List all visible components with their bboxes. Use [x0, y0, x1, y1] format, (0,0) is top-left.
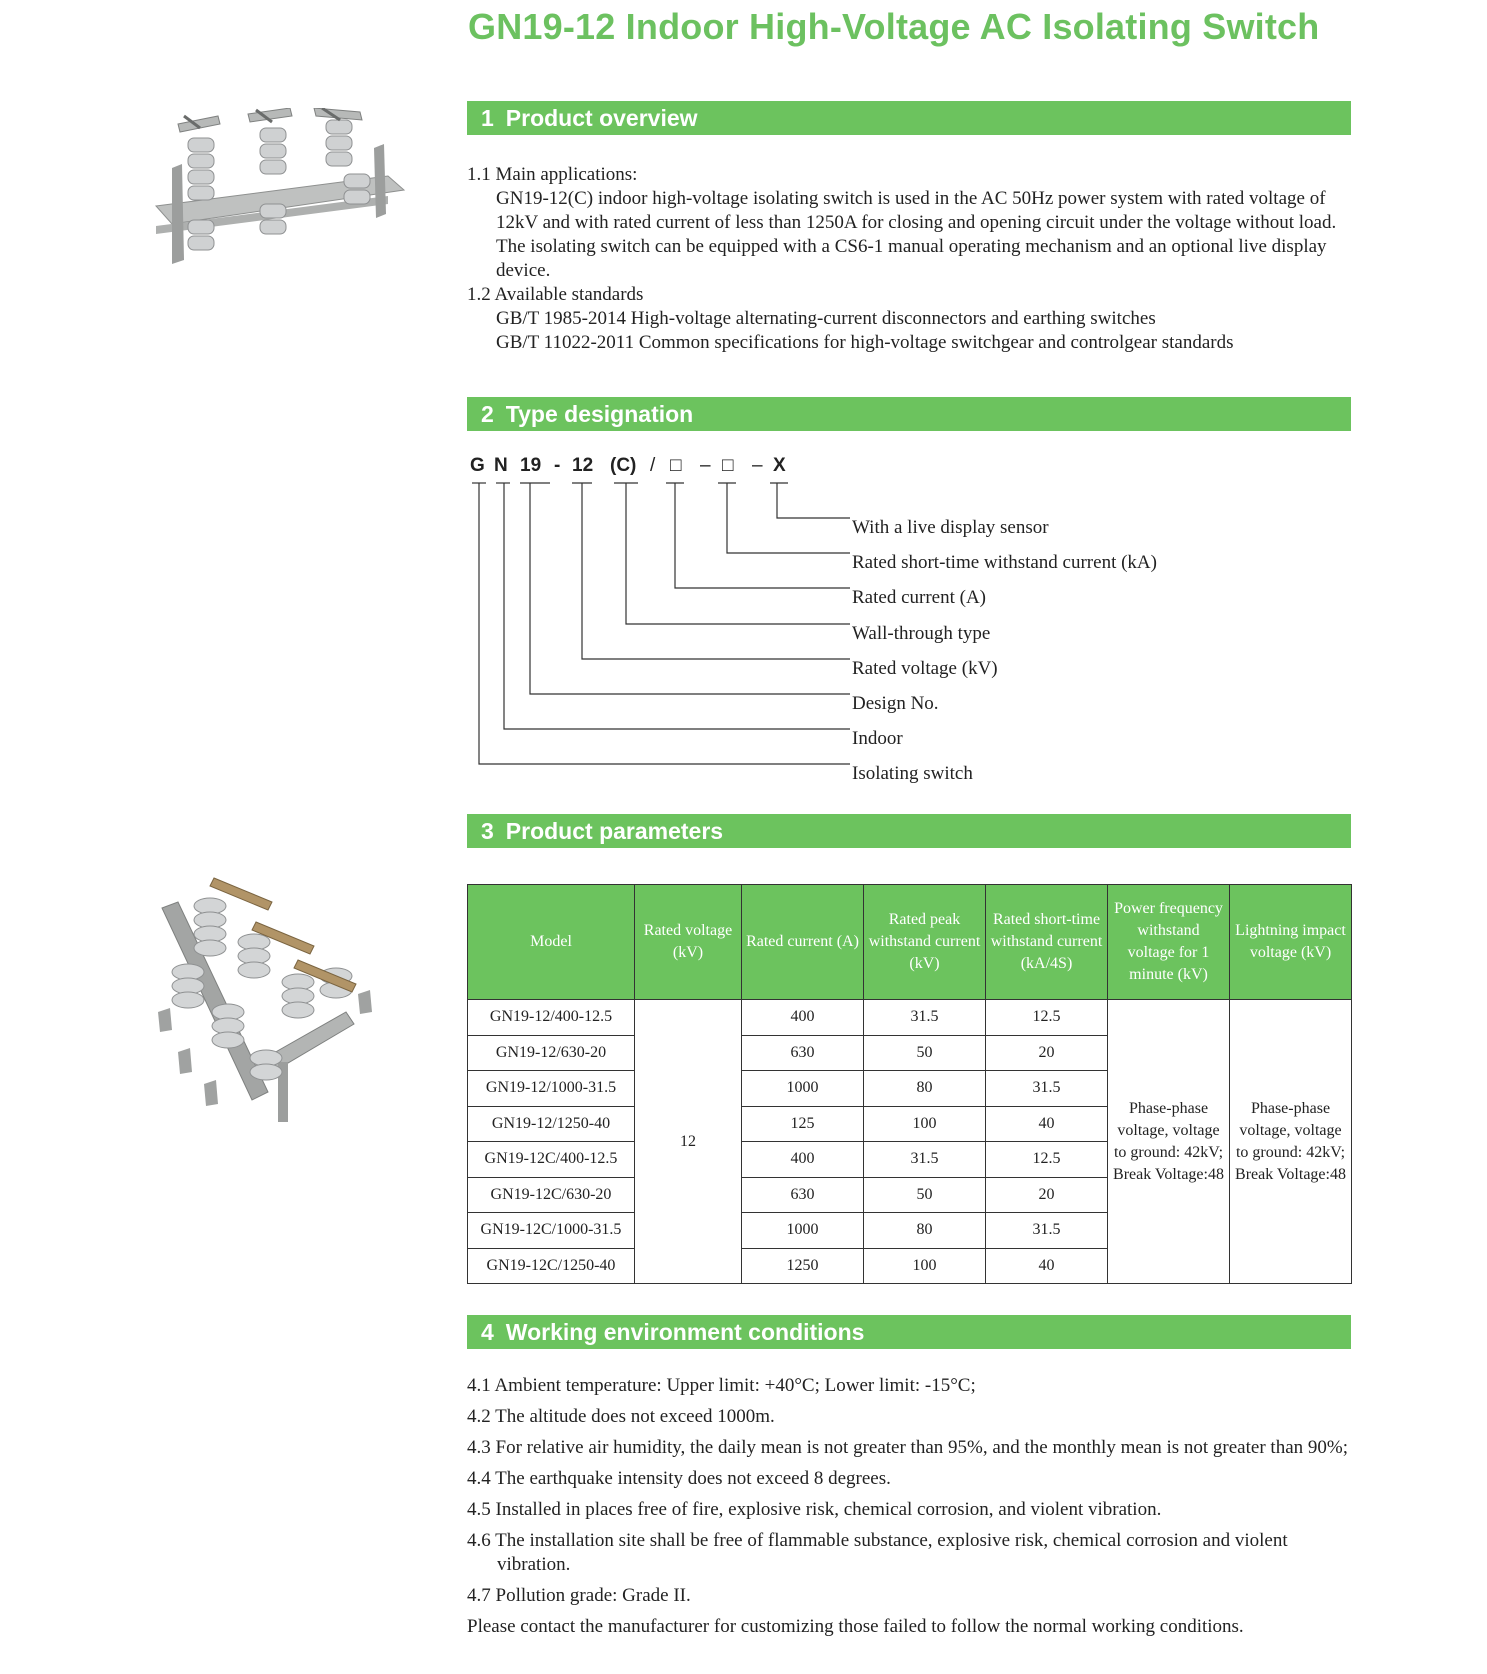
table-row: [468, 1000, 1352, 1036]
cell-current: 125: [742, 1106, 864, 1142]
list-item: 4.7 Pollution grade: Grade II.: [467, 1585, 691, 1606]
cell-current: 400: [742, 1142, 864, 1178]
overview-text: [467, 163, 1351, 355]
designation-label-isolating-switch: Isolating switch: [852, 763, 973, 784]
cell-peak: 80: [864, 1071, 986, 1107]
type-designation-diagram: [470, 454, 1190, 784]
cell-short-time: 12.5: [986, 1142, 1108, 1178]
cell-peak: 80: [864, 1213, 986, 1249]
cell-current: 1250: [742, 1248, 864, 1284]
customization-note: Please contact the manufacturer for customizing those failed to follow the normal working conditions.: [467, 1616, 1244, 1637]
cell-peak: 31.5: [864, 1000, 986, 1036]
subsection-title-applications: 1.1 Main applications:: [467, 164, 638, 185]
cell-current: 400: [742, 1000, 864, 1036]
cell-model: GN19-12C/400-12.5: [468, 1142, 635, 1178]
cell-model: GN19-12/630-20: [468, 1035, 635, 1071]
designation-label-design-no: Design No.: [852, 693, 939, 714]
section-header-environment: [467, 1315, 1351, 1349]
cell-model: GN19-12C/1250-40: [468, 1248, 635, 1284]
section-title: Working environment conditions: [505, 1319, 865, 1345]
cell-peak: 100: [864, 1248, 986, 1284]
environment-conditions-list: [467, 1374, 1351, 1639]
designation-leader-lines: [470, 454, 850, 784]
applications-paragraph: GN19-12(C) indoor high-voltage isolating switch is used in the AC 50Hz power system with rated voltage of 12kV and with rated current of less than 1250A for closing and opening circuit under the voltage without load. The isolating switch can be equipped with a CS6-1 manual operating mechanism and an optional live display device.: [496, 188, 1337, 281]
code-box-current: □: [670, 455, 682, 476]
cell-short-time: 40: [986, 1248, 1108, 1284]
code-n: N: [494, 455, 508, 476]
designation-label-live-display: With a live display sensor: [852, 517, 1049, 538]
header-short-time-withstand: Rated short-time withstand current (kA/4S): [986, 885, 1108, 1000]
cell-model: GN19-12/1000-31.5: [468, 1071, 635, 1107]
section-number: 2: [481, 401, 494, 427]
cell-current: 1000: [742, 1213, 864, 1249]
cell-current: 630: [742, 1035, 864, 1071]
code-dash: -: [554, 455, 561, 476]
header-lightning-impact: Lightning impact voltage (kV): [1230, 885, 1352, 1000]
section-number: 3: [481, 818, 494, 844]
cell-short-time: 40: [986, 1106, 1108, 1142]
list-item: 4.1 Ambient temperature: Upper limit: +40°C; Lower limit: -15°C;: [467, 1375, 976, 1396]
code-wall-through: (C): [610, 455, 637, 476]
product-photo-wall-through-switch: [148, 862, 398, 1132]
code-g: G: [470, 455, 485, 476]
cell-short-time: 20: [986, 1177, 1108, 1213]
cell-current: 630: [742, 1177, 864, 1213]
table-header-row: [468, 885, 1352, 1000]
header-rated-voltage: Rated voltage (kV): [635, 885, 742, 1000]
header-model: Model: [468, 885, 635, 1000]
list-item: 4.6 The installation site shall be free of flammable substance, explosive risk, chemical corrosion and violent vibration.: [467, 1530, 1288, 1575]
cell-peak: 100: [864, 1106, 986, 1142]
cell-model: GN19-12/1250-40: [468, 1106, 635, 1142]
header-power-frequency: Power frequency withstand voltage for 1 minute (kV): [1108, 885, 1230, 1000]
section-header-parameters: [467, 814, 1351, 848]
section-title: Type designation: [505, 401, 694, 427]
section-header-designation: [467, 397, 1351, 431]
cell-short-time: 12.5: [986, 1000, 1108, 1036]
code-box-short-time: □: [722, 455, 734, 476]
cell-rated-voltage: 12: [635, 1000, 742, 1284]
cell-model: GN19-12C/630-20: [468, 1177, 635, 1213]
code-voltage: 12: [572, 455, 594, 476]
list-item: 4.3 For relative air humidity, the daily mean is not greater than 95%, and the monthly mean is not greater than 90%;: [467, 1437, 1348, 1458]
page-title: GN19-12 Indoor High-Voltage AC Isolating Switch: [468, 6, 1320, 47]
section-title: Product parameters: [505, 818, 724, 844]
list-item: 4.2 The altitude does not exceed 1000m.: [467, 1406, 775, 1427]
section-header-overview: [467, 101, 1351, 135]
designation-label-rated-voltage: Rated voltage (kV): [852, 658, 998, 679]
designation-label-wall-through: Wall-through type: [852, 623, 991, 644]
cell-lightning-impact: Phase-phase voltage, voltage to ground: 42kV; Break Voltage:48: [1230, 1000, 1352, 1284]
header-rated-current: Rated current (A): [742, 885, 864, 1000]
section-title: Product overview: [505, 105, 698, 131]
code-dash: –: [752, 455, 763, 476]
header-peak-withstand: Rated peak withstand current (kV): [864, 885, 986, 1000]
code-dash: –: [700, 455, 711, 476]
product-photo-isolating-switch: [148, 108, 410, 268]
list-item: 4.5 Installed in places free of fire, explosive risk, chemical corrosion, and violent vibration.: [467, 1499, 1162, 1520]
section-number: 1: [481, 105, 494, 131]
cell-short-time: 20: [986, 1035, 1108, 1071]
cell-peak: 50: [864, 1177, 986, 1213]
code-slash: /: [650, 455, 656, 476]
cell-model: GN19-12/400-12.5: [468, 1000, 635, 1036]
designation-label-indoor: Indoor: [852, 728, 903, 749]
product-parameters-table: [467, 884, 1352, 1284]
section-number: 4: [481, 1319, 494, 1345]
subsection-title-standards: 1.2 Available standards: [467, 284, 644, 305]
cell-power-frequency: Phase-phase voltage, voltage to ground: 42kV; Break Voltage:48: [1108, 1000, 1230, 1284]
designation-label-short-time-current: Rated short-time withstand current (kA): [852, 552, 1157, 573]
code-design-no: 19: [520, 455, 542, 476]
cell-peak: 50: [864, 1035, 986, 1071]
list-item: 4.4 The earthquake intensity does not exceed 8 degrees.: [467, 1468, 891, 1489]
cell-short-time: 31.5: [986, 1071, 1108, 1107]
standard-line: GB/T 1985-2014 High-voltage alternating-current disconnectors and earthing switches: [496, 308, 1156, 329]
cell-current: 1000: [742, 1071, 864, 1107]
designation-label-rated-current: Rated current (A): [852, 587, 986, 608]
standard-line: GB/T 11022-2011 Common specifications for high-voltage switchgear and controlgear standards: [496, 332, 1234, 353]
cell-short-time: 31.5: [986, 1213, 1108, 1249]
code-x: X: [773, 455, 786, 476]
cell-model: GN19-12C/1000-31.5: [468, 1213, 635, 1249]
cell-peak: 31.5: [864, 1142, 986, 1178]
